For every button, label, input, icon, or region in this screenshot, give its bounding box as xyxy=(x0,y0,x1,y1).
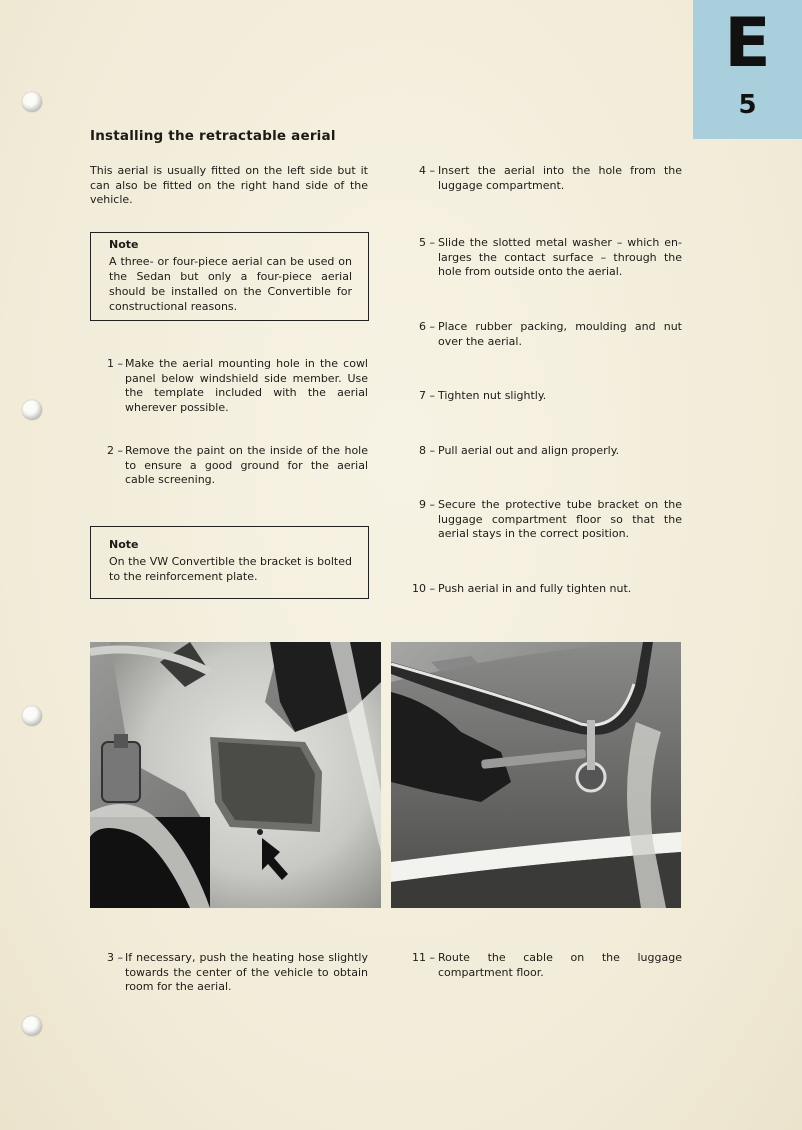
step-number: 10 – xyxy=(412,582,435,595)
step-item xyxy=(90,357,369,417)
step-number: 1 – xyxy=(107,357,123,370)
note-label: Note xyxy=(109,538,139,551)
step-text: Push aerial in and fully tighten nut. xyxy=(438,582,632,595)
photo-cowl-panel-hole-icon xyxy=(90,642,381,908)
step-number: 2 – xyxy=(107,444,123,457)
binder-hole-icon xyxy=(22,400,42,420)
step-item xyxy=(90,444,369,490)
step-number: 3 – xyxy=(107,951,123,964)
step-item xyxy=(404,320,682,352)
section-letter: E xyxy=(724,4,771,83)
note-box xyxy=(90,526,369,599)
step-number: 9 – xyxy=(419,498,435,511)
step-item xyxy=(404,498,682,544)
step-text: Route the cable on the luggage compartment floor. xyxy=(438,951,682,979)
page-number: 5 xyxy=(738,90,757,120)
step-number: 7 – xyxy=(419,389,435,402)
step-item xyxy=(404,236,682,282)
step-number: 11 – xyxy=(412,951,435,964)
step-item xyxy=(404,951,682,983)
binder-hole-icon xyxy=(22,1016,42,1036)
step-text: Make the aerial mounting hole in the cowl panel below windshield side member. Use the template included with the aerial wherever possible. xyxy=(125,357,368,414)
step-text: Insert the aerial into the hole from the luggage compartment. xyxy=(438,164,682,192)
step-text: Place rubber packing, moulding and nut over the aerial. xyxy=(438,320,682,348)
step-number: 6 – xyxy=(419,320,435,333)
step-text: Remove the paint on the inside of the hole to ensure a good ground for the aerial cable screening. xyxy=(125,444,368,486)
intro-paragraph: This aerial is usually fitted on the left side but it can also be fitted on the right hand side of the vehicle. xyxy=(90,164,368,206)
step-number: 5 – xyxy=(419,236,435,249)
note-text: On the VW Convertible the bracket is bolted to the reinforcement plate. xyxy=(109,555,352,583)
step-item xyxy=(404,164,682,196)
note-label: Note xyxy=(109,238,139,251)
step-number: 4 – xyxy=(419,164,435,177)
step-text: Tighten nut slightly. xyxy=(438,389,547,402)
page-title: Installing the retractable aerial xyxy=(90,128,336,144)
note-text: A three- or four-piece aerial can be used on the Sedan but only a four-piece aerial should be installed on the Convertible for constructional reasons. xyxy=(109,255,352,313)
binder-hole-icon xyxy=(22,706,42,726)
photo-cowl-panel xyxy=(90,642,381,908)
step-text: Secure the protective tube bracket on the luggage compartment floor so that the aerial stays in the correct position. xyxy=(438,498,682,540)
binder-hole-icon xyxy=(22,92,42,112)
step-text: If necessary, push the heating hose slightly towards the center of the vehicle to obtain room for the aerial. xyxy=(125,951,368,993)
step-text: Pull aerial out and align properly. xyxy=(438,444,620,457)
photo-aerial-nut xyxy=(391,642,681,908)
photo-aerial-nut-wrench-icon xyxy=(391,642,681,908)
step-item xyxy=(90,951,369,997)
section-tab xyxy=(693,0,802,139)
step-item xyxy=(404,444,682,460)
note-box xyxy=(90,232,369,321)
step-text: Slide the slotted metal washer – which enlarges the contact surface – through the hole from outside onto the aerial. xyxy=(438,236,682,278)
step-number: 8 – xyxy=(419,444,435,457)
step-item xyxy=(404,389,682,405)
step-item xyxy=(404,582,682,598)
